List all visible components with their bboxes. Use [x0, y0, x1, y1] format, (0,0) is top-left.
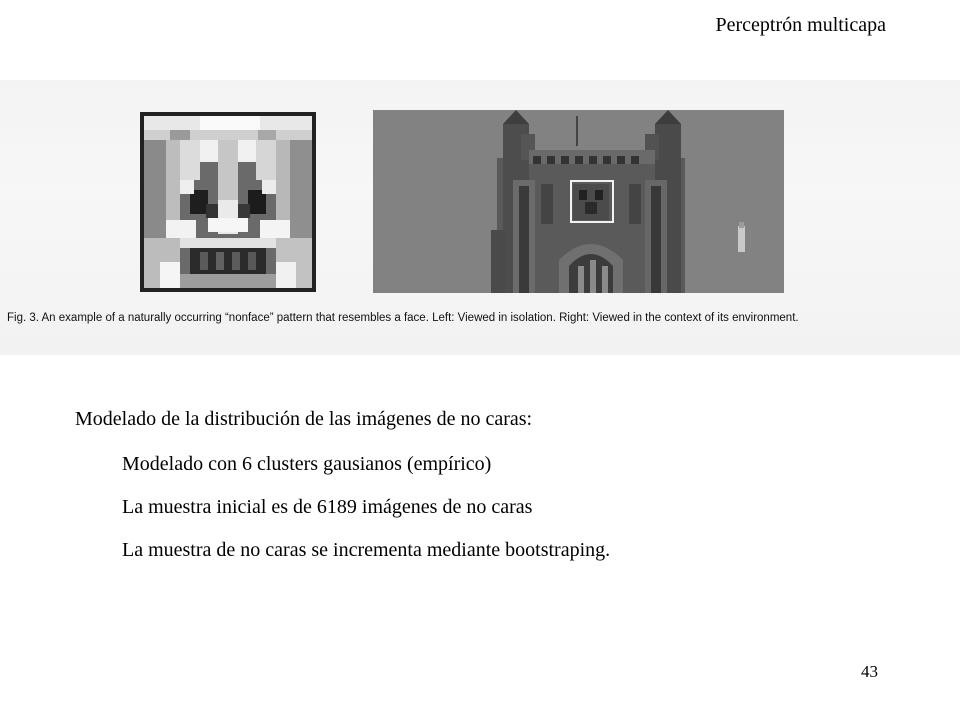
- bullet-item: La muestra de no caras se incrementa mediante bootstraping.: [122, 539, 611, 561]
- nonface-context-image: [373, 110, 784, 293]
- bullet-item: La muestra inicial es de 6189 imágenes de no caras: [122, 496, 533, 518]
- header-title: Perceptrón multicapa: [715, 14, 886, 36]
- nonface-isolated-image: [140, 112, 316, 292]
- bullet-item: Modelado con 6 clusters gausianos (empírico): [122, 453, 492, 475]
- lead-text: Modelado de la distribución de las imágenes de no caras:: [75, 408, 533, 430]
- figure-caption: Fig. 3. An example of a naturally occurring “nonface” pattern that resembles a face. Left: Viewed in isolation. Right: Viewed in the context of its environment.: [7, 312, 799, 324]
- page-number: 43: [861, 662, 878, 681]
